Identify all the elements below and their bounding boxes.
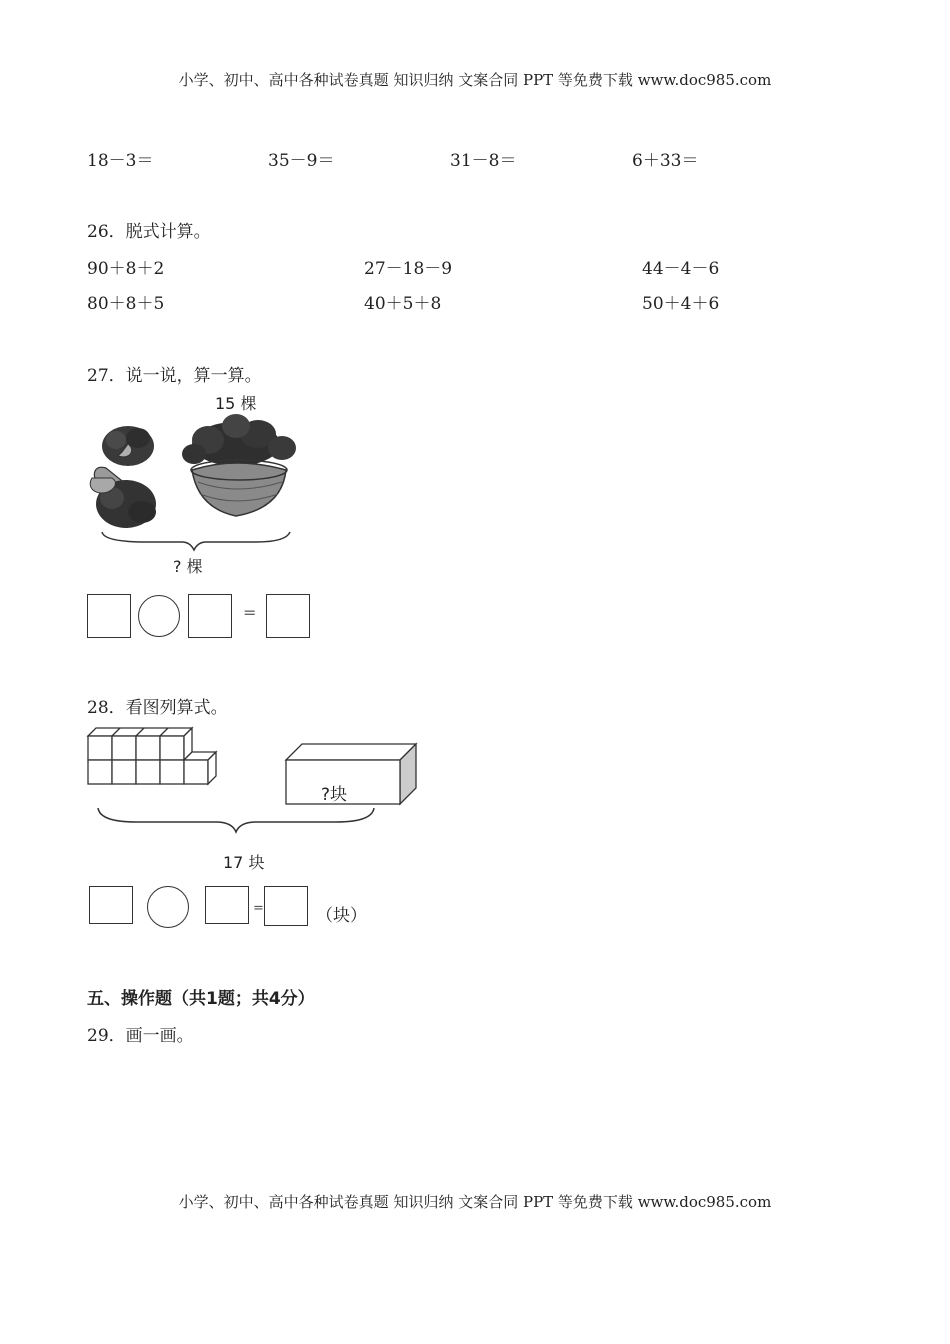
bracket: [102, 532, 290, 550]
answer-box[interactable]: [87, 594, 131, 638]
loose-cabbages: [90, 426, 156, 528]
bottom-label: ? 棵: [173, 557, 203, 576]
operator-circle[interactable]: [147, 886, 189, 928]
basket: [182, 414, 296, 516]
block-label: ?块: [321, 785, 348, 805]
answer-box[interactable]: [266, 594, 310, 638]
calc-item: 31－8＝: [450, 151, 517, 171]
answer-box[interactable]: [264, 886, 308, 926]
answer-box[interactable]: [188, 594, 232, 638]
question-29-title: 29．画一画。: [87, 1026, 194, 1046]
page-header: 小学、初中、高中各种试卷真题 知识归纳 文案合同 PPT 等免费下载 www.doc985.com: [178, 71, 772, 89]
question-27-title: 27．说一说，算一算。: [87, 366, 262, 386]
top-label: 15 棵: [215, 394, 257, 413]
answer-box[interactable]: [205, 886, 249, 924]
page-footer: 小学、初中、高中各种试卷真题 知识归纳 文案合同 PPT 等免费下载 www.doc985.com: [178, 1193, 772, 1211]
cube-stack: [88, 728, 216, 784]
calc-item: 27－18－9: [364, 259, 453, 279]
calc-item: 35－9＝: [268, 151, 335, 171]
calc-item: 18－3＝: [87, 151, 154, 171]
equals-sign: =: [253, 901, 264, 916]
calc-item: 6＋33＝: [632, 151, 699, 171]
vegetables-illustration: [86, 404, 306, 554]
bracket: [98, 808, 374, 832]
section-heading: 五、操作题（共1题；共4分）: [87, 989, 315, 1009]
answer-box[interactable]: [89, 886, 133, 924]
calc-item: 40＋5＋8: [364, 294, 442, 314]
unit-label: （块）: [316, 906, 367, 926]
big-block: [286, 744, 416, 804]
question-28-title: 28．看图列算式。: [87, 698, 228, 718]
calc-item: 50＋4＋6: [642, 294, 720, 314]
total-label: 17 块: [223, 853, 265, 872]
question-26-title: 26．脱式计算。: [87, 222, 211, 242]
blocks-illustration: [86, 726, 426, 836]
calc-item: 80＋8＋5: [87, 294, 165, 314]
equals-sign: =: [243, 603, 257, 622]
operator-circle[interactable]: [138, 595, 180, 637]
calc-item: 90＋8＋2: [87, 259, 165, 279]
calc-item: 44－4－6: [642, 259, 720, 279]
